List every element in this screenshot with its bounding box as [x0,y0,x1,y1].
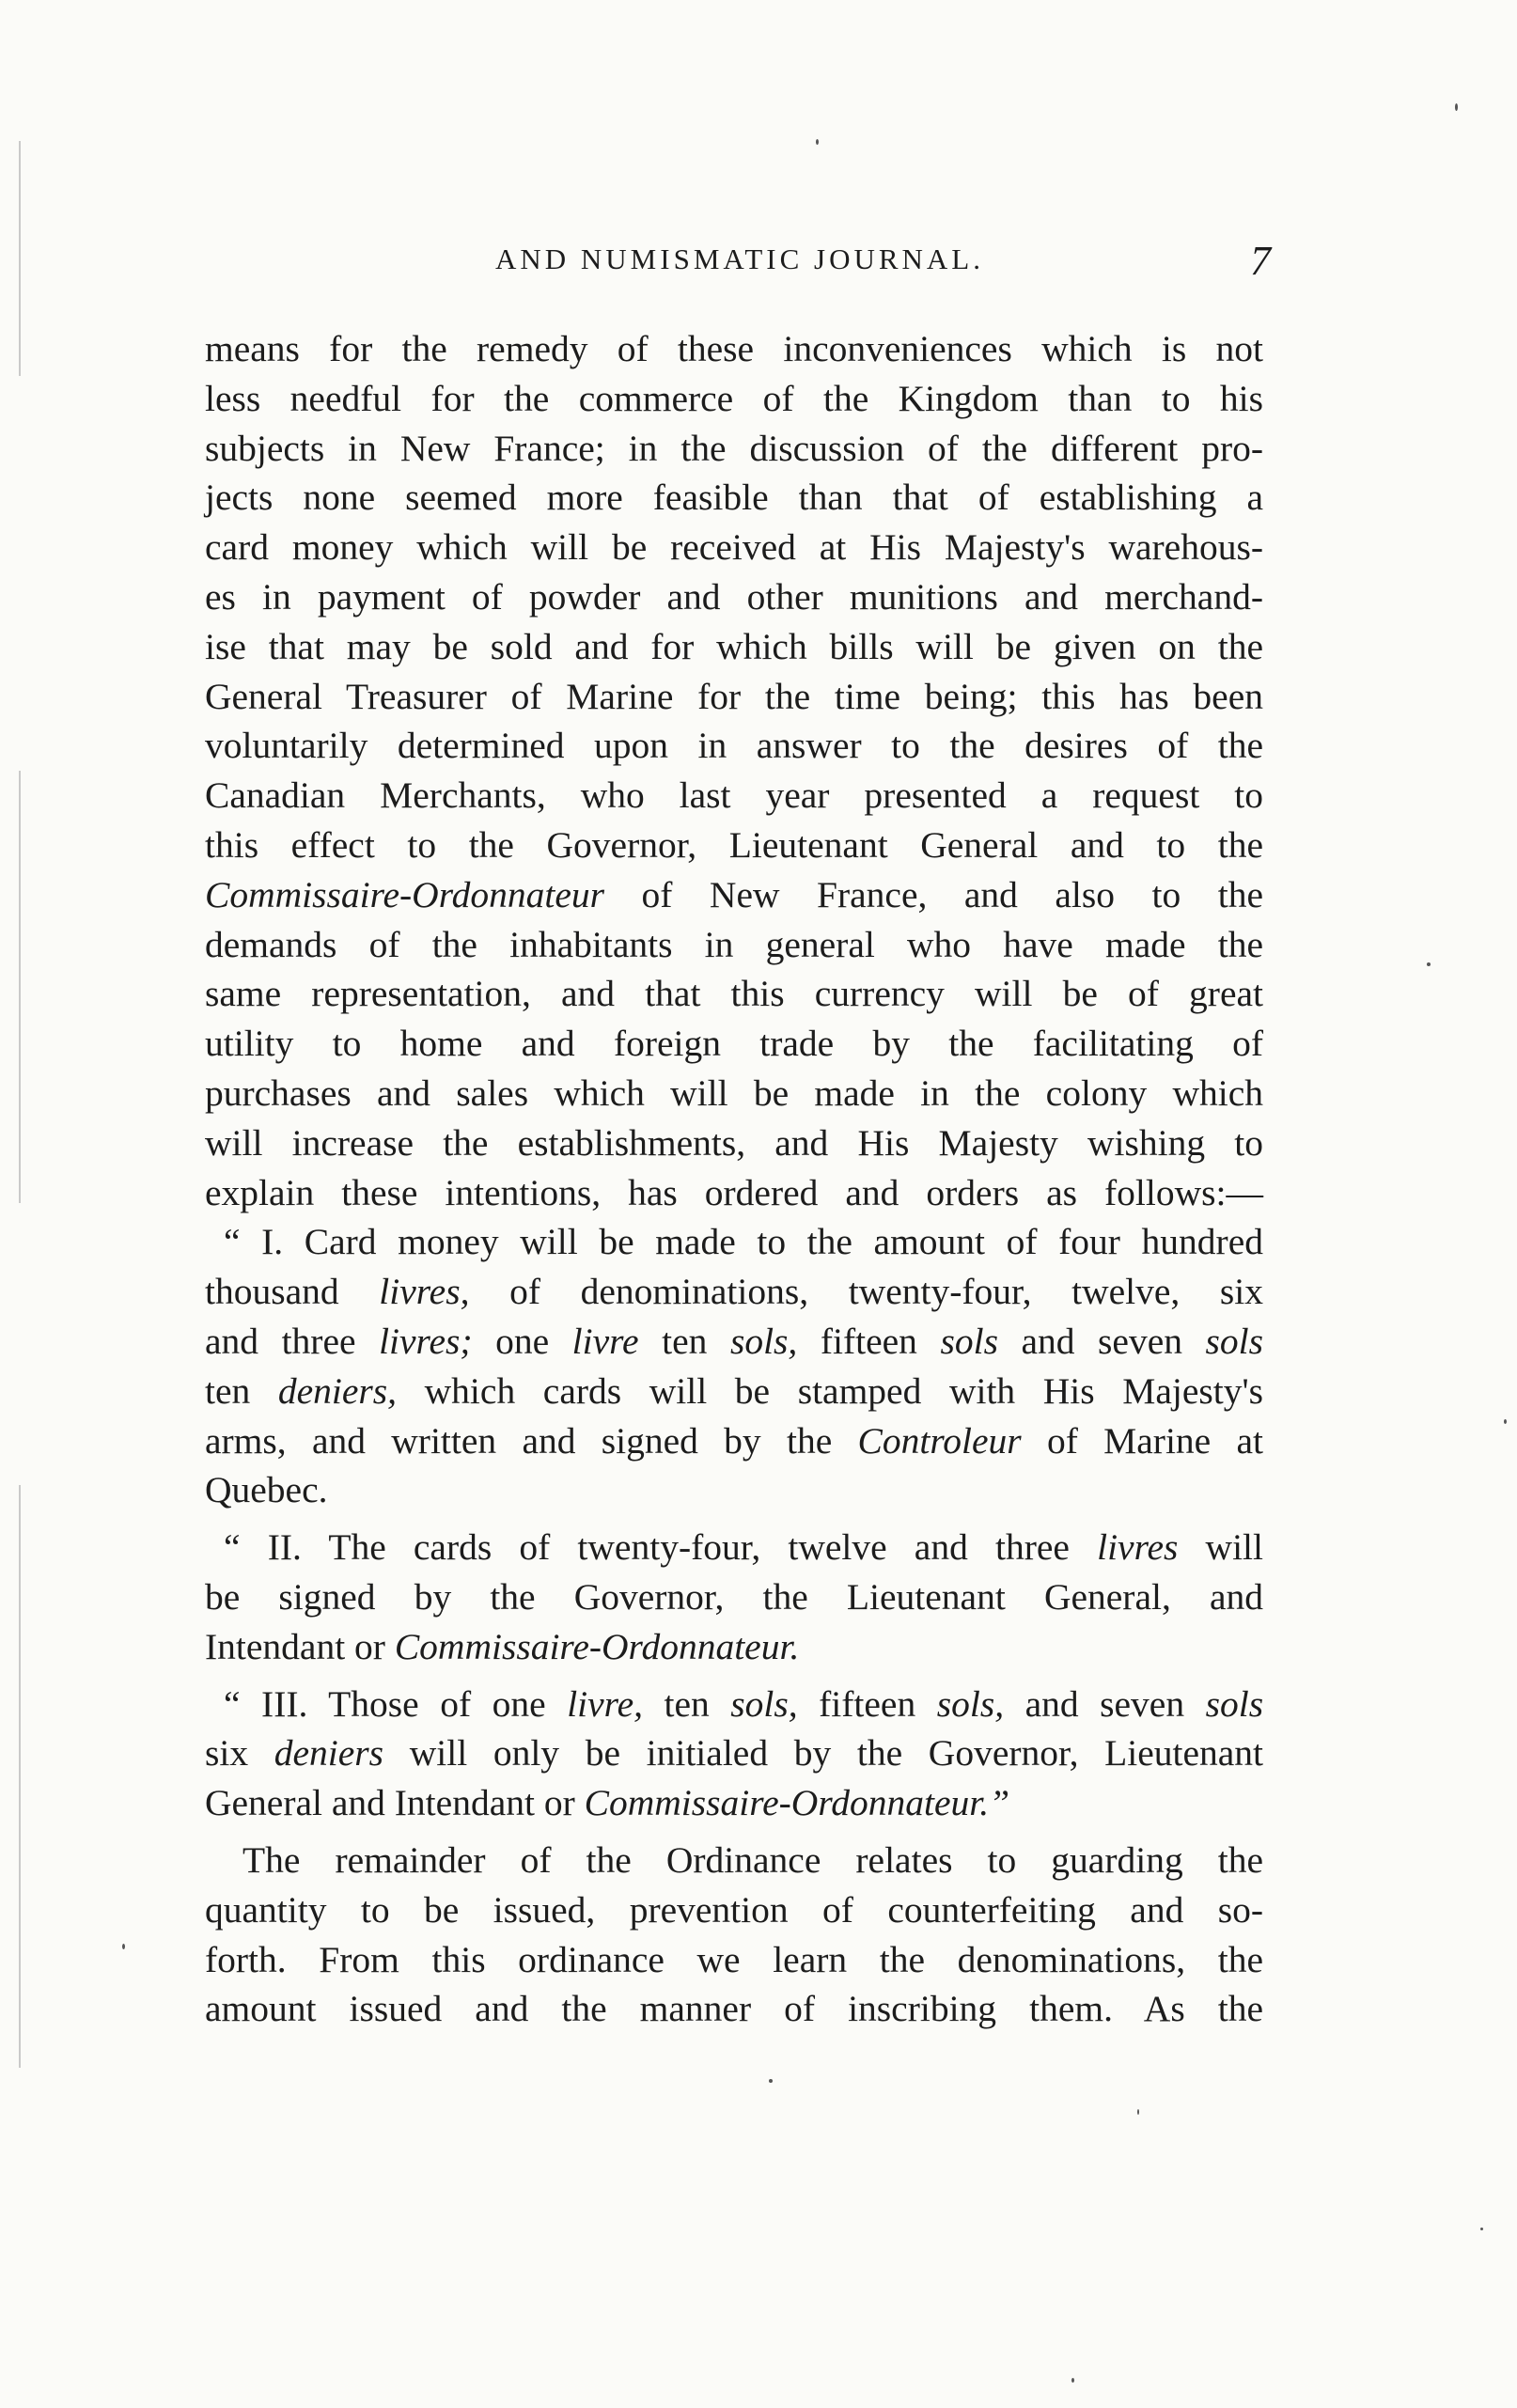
text-line: quantity to be issued, prevention of counterfeiting and so- [205,1888,1263,1931]
text-line: less needful for the commerce of the Kingdom than to his [205,377,1263,419]
text-line: jects none seemed more feasible than that of establishing a [205,477,1263,519]
text-line [205,1778,1263,1828]
text-segment: Intendant or [205,1625,385,1667]
text-segment: of New France, and also to the [641,873,1263,915]
text-line: General Treasurer of Marine for the time being; this has been [205,675,1263,717]
text-line: this effect to the Governor, Lieutenant General and to the [205,823,1263,866]
text-segment: General and Intendant or [205,1782,575,1824]
text-segment: ten [664,1682,710,1725]
italic-term: deniers [274,1732,384,1775]
scan-edge [19,1485,21,2068]
text-line: demands of the inhabitants in general who have made the [205,923,1263,965]
text-segment: fifteen [820,1320,917,1362]
text-line [205,1622,1263,1672]
italic-term: sols, [730,1682,798,1725]
italic-term: livre, [567,1682,643,1725]
text-line: “ I. Card money will be made to the amount of four hundred [224,1221,1263,1263]
text-line: means for the remedy of these inconveniences which is not [205,328,1263,369]
text-line: Quebec. [205,1469,328,1511]
text-segment: and seven [1024,1682,1185,1725]
italic-term: Commissaire-Ordonnateur. [394,1625,800,1667]
scan-edge [19,771,21,1203]
text-line: ise that may be sold and for which bills will be given on the [205,625,1263,667]
italic-term: sols, [729,1320,798,1362]
text-segment: will [1205,1526,1263,1569]
text-line [205,870,1263,920]
italic-term: sols, [936,1682,1005,1725]
text-line [205,1367,1263,1416]
text-segment: which cards will be stamped with His Majesty's [424,1369,1263,1412]
text-line: Canadian Merchants, who last year presented a request to [205,774,1263,817]
text-segment: of denominations, twenty-four, twelve, six [509,1271,1264,1313]
text-line: voluntarily determined upon in answer to the desires of the [205,725,1263,767]
text-line: will increase the establishments, and His Majesty wishing to [205,1121,1263,1164]
italic-term: sols [1205,1320,1264,1362]
italic-term: deniers, [277,1369,398,1412]
text-segment: “ II. The cards of twenty-four, twelve and three [224,1526,1070,1569]
text-segment: ten [205,1369,251,1412]
text-segment: one [495,1320,550,1362]
text-line: same representation, and that this currency will be of great [205,973,1263,1015]
italic-term: sols [940,1320,998,1362]
text-line: utility to home and foreign trade by the facilitating of [205,1023,1263,1065]
text-segment: of Marine at [1046,1419,1263,1462]
text-line: forth. From this ordinance we learn the denominations, the [205,1938,1263,1980]
scan-edge [19,141,21,376]
body-text [205,324,1263,2034]
italic-term: Commissaire-Ordonnateur.” [584,1782,1010,1824]
text-line: card money which will be received at His Majesty's warehous- [205,526,1263,569]
text-segment: will only be initialed by the Governor, Lieutenant [409,1732,1264,1775]
text-line: explain these intentions, has ordered and orders as follows:— [205,1171,1263,1213]
text-segment: “ III. Those of one [224,1682,546,1725]
text-line: es in payment of powder and other munitions and merchand- [205,575,1263,618]
text-line: The remainder of the Ordinance relates to guarding the [242,1838,1263,1881]
text-line: subjects in New France; in the discussion of the different pro- [205,427,1263,469]
text-line [205,1523,1263,1572]
italic-term: livres, [379,1271,470,1313]
text-segment: fifteen [819,1682,916,1725]
italic-term: livres; [379,1320,473,1362]
italic-term: livres [1097,1526,1179,1569]
text-line [205,1267,1263,1317]
italic-term: Controleur [857,1419,1022,1462]
text-line: purchases and sales which will be made in the colony which [205,1071,1263,1114]
text-segment: and seven [1021,1320,1182,1362]
italic-term: Commissaire-Ordonnateur [205,873,604,915]
text-line [205,1728,1263,1778]
text-segment: six [205,1732,249,1775]
running-head: AND NUMISMATIC JOURNAL. [495,242,984,275]
italic-term: livre [571,1320,639,1362]
text-segment: arms, and written and signed by the [205,1419,833,1462]
page-number: 7 [1250,238,1271,284]
text-line [205,1680,1263,1729]
text-segment: and three [205,1320,356,1362]
text-segment: ten [662,1320,708,1362]
italic-term: sols [1205,1682,1264,1725]
text-line: be signed by the Governor, the Lieutenant General, and [205,1575,1263,1618]
text-segment: thousand [205,1271,339,1313]
text-line: amount issued and the manner of inscribing them. As the [205,1988,1263,2030]
text-line [205,1416,1263,1466]
text-line [205,1317,1263,1367]
page-header [209,238,1271,299]
